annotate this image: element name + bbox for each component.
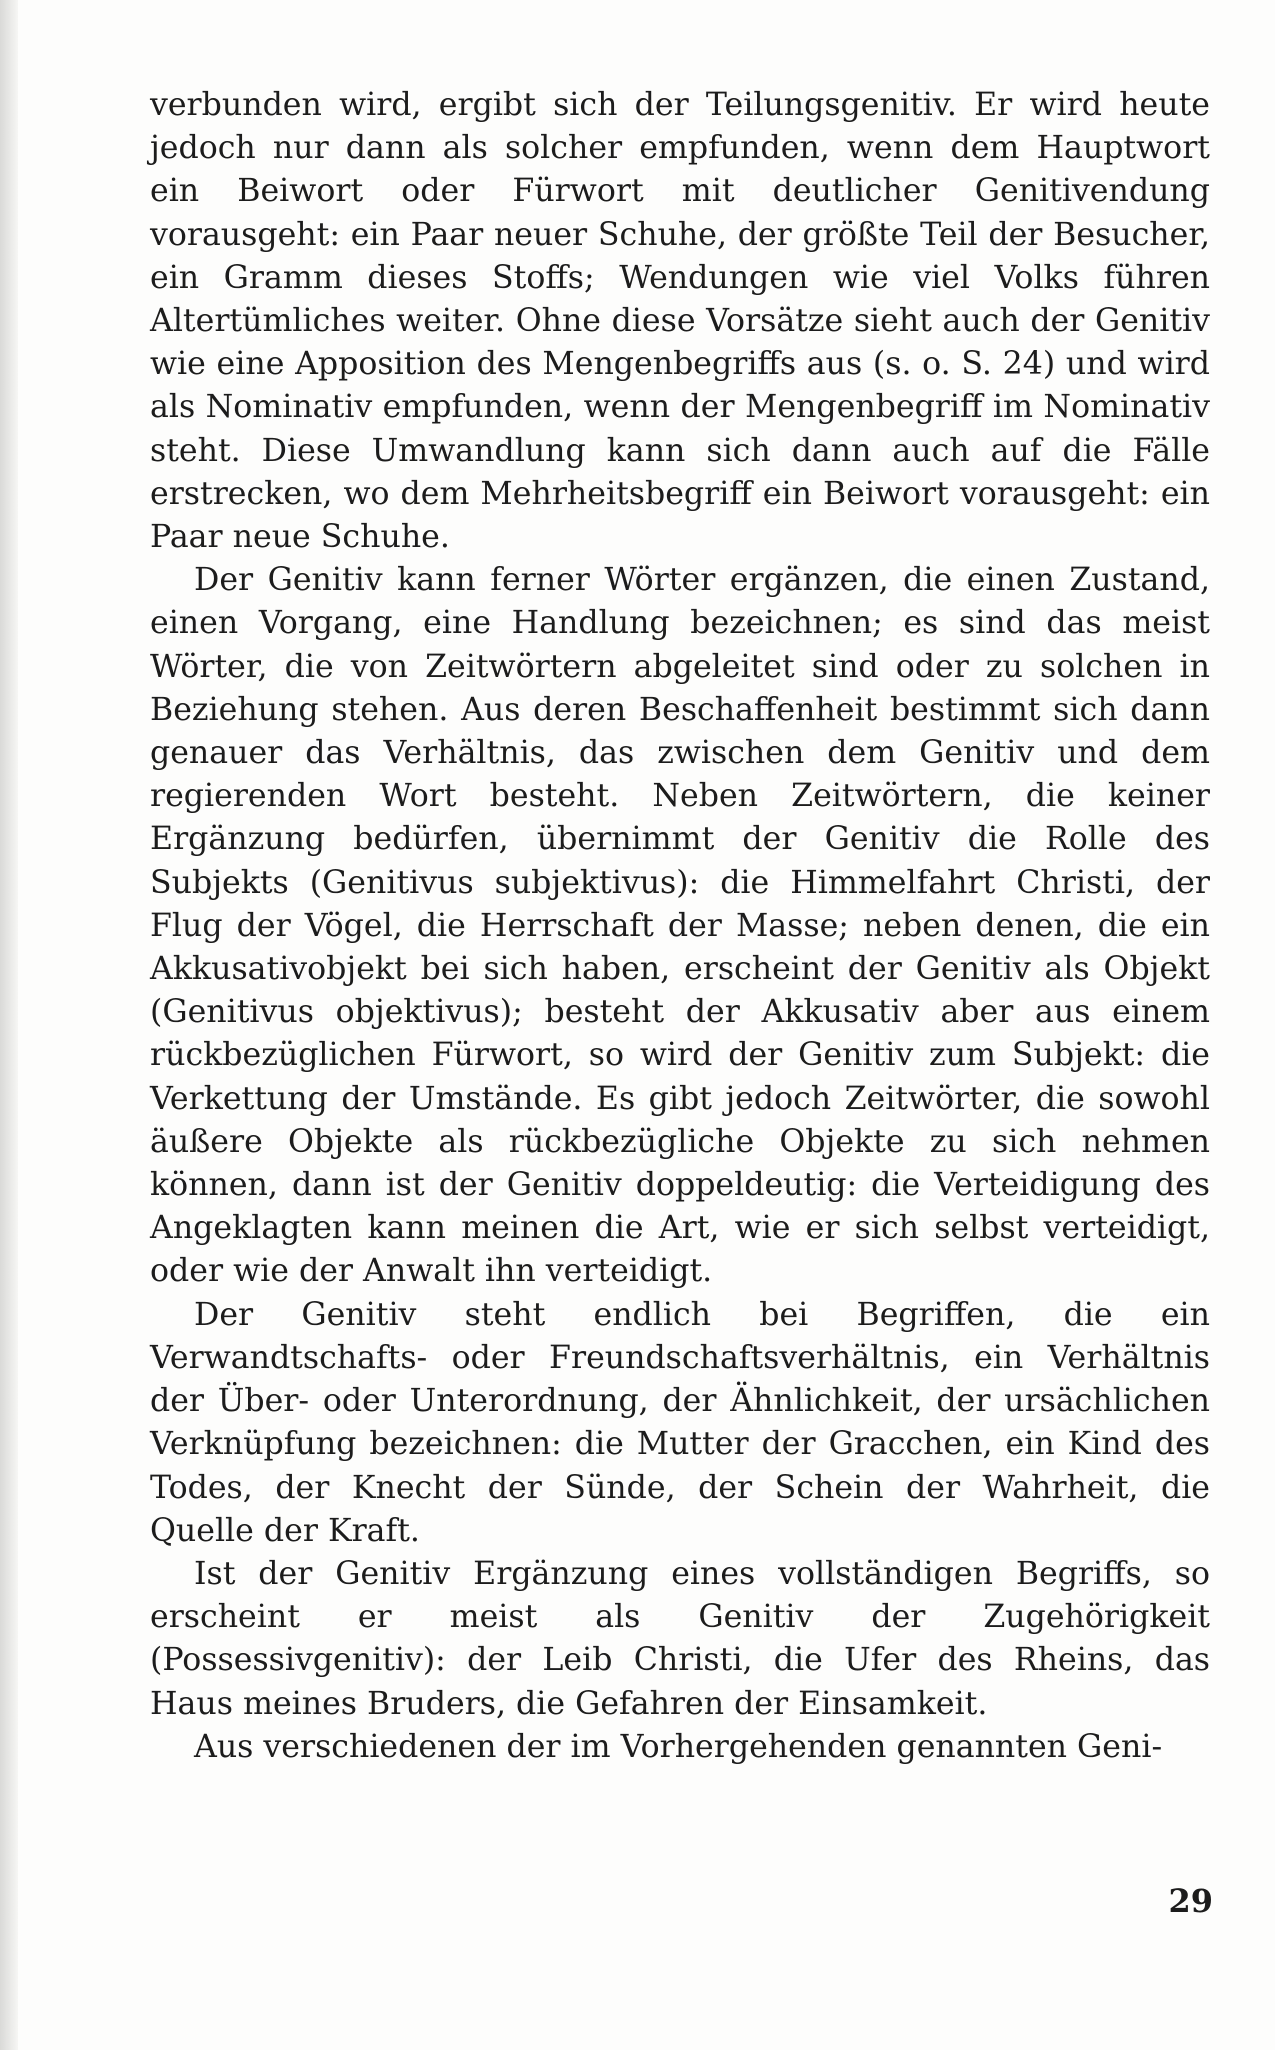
body-text xyxy=(150,84,1210,1769)
paragraph-2: Der Genitiv kann ferner Wörter ergänzen, die einen Zustand, einen Vorgang, eine Handlung bezeichnen; es sind das meist Wörter, die von Zeitwörtern abgeleitet sind oder zu solchen in Beziehung stehen. Aus deren Beschaffenheit bestimmt sich dann genauer das Verhältnis, das zwischen dem Genitiv und dem regierenden Wort besteht. Neben Zeitwörtern, die keiner Ergänzung bedürfen, übernimmt der Genitiv die Rolle des Subjekts (Genitivus subjektivus): die Himmelfahrt Christi, der Flug der Vögel, die Herrschaft der Masse; neben denen, die ein Akkusativobjekt bei sich haben, erscheint der Genitiv als Objekt (Genitivus objektivus); besteht der Akkusativ aber aus einem rückbezüglichen Fürwort, so wird der Genitiv zum Subjekt: die Verkettung der Umstände. Es gibt jedoch Zeitwörter, die sowohl äußere Objekte als rückbezügliche Objekte zu sich nehmen können, dann ist der Genitiv doppeldeutig: die Verteidigung des Angeklagten kann meinen die Art, wie er sich selbst verteidigt, oder wie der Anwalt ihn verteidigt. xyxy=(150,562,1210,1290)
page-number: 29 xyxy=(1168,1882,1213,1920)
paragraph-3: Der Genitiv steht endlich bei Begriffen, die ein Verwandtschafts- oder Freundschaftsverhältnis, ein Verhältnis der Über- oder Unterordnung, der Ähnlichkeit, der ursächlichen Verknüpfung bezeichnen: die Mutter der Gracchen, ein Kind des Todes, der Knecht der Sünde, der Schein der Wahrheit, die Quelle der Kraft. xyxy=(150,1296,1210,1549)
paragraph-1: verbunden wird, ergibt sich der Teilungsgenitiv. Er wird heute jedoch nur dann als solcher empfunden, wenn dem Hauptwort ein Beiwort oder Fürwort mit deutlicher Genitivendung vorausgeht: ein Paar neuer Schuhe, der größte Teil der Besucher, ein Gramm dieses Stoffs; Wendungen wie viel Volks führen Altertümliches weiter. Ohne diese Vorsätze sieht auch der Genitiv wie eine Apposition des Mengenbegriffs aus (s. o. S. 24) und wird als Nominativ empfunden, wenn der Mengenbegriff im Nominativ steht. Diese Umwandlung kann sich dann auch auf die Fälle erstrecken, wo dem Mehrheitsbegriff ein Beiwort vorausgeht: ein Paar neue Schuhe. xyxy=(150,87,1210,556)
paragraph-5: Aus verschiedenen der im Vorhergehenden genannten Geni- xyxy=(194,1728,1163,1765)
paragraph-4: Ist der Genitiv Ergänzung eines vollständigen Begriffs, so erscheint er meist als Genitiv der Zugehörigkeit (Possessivgenitiv): der Leib Christi, die Ufer des Rheins, das Haus meines Bruders, die Gefahren der Einsamkeit. xyxy=(150,1555,1210,1722)
page-binding-edge xyxy=(0,0,18,2050)
